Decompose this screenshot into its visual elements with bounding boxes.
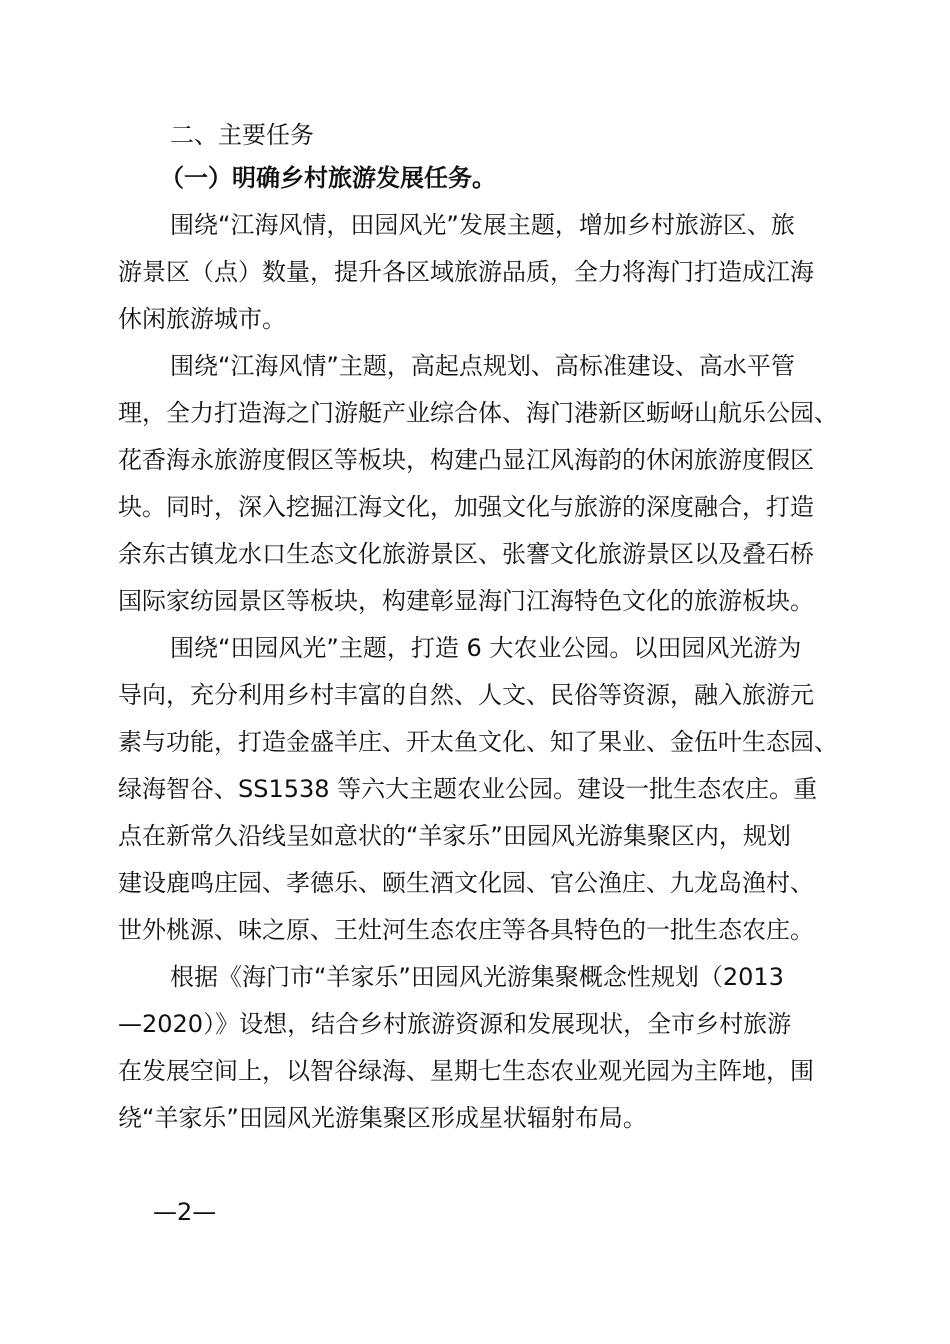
paragraph-line: 绿海智谷、SS1538 等六大主题农业公园。建设一批生态农庄。重 (118, 775, 818, 803)
paragraph-line: 导向，充分利用乡村丰富的自然、人文、民俗等资源，融入旅游元 (118, 681, 814, 709)
paragraph-line: 理，全力打造海之门游艇产业综合体、海门港新区蛎岈山航乐公园、 (118, 399, 838, 427)
paragraph-line: 块。同时，深入挖掘江海文化，加强文化与旅游的深度融合，打造 (118, 493, 814, 521)
paragraph-line: 在发展空间上，以智谷绿海、星期七生态农业观光园为主阵地，围 (118, 1057, 814, 1085)
subsection-heading: （一）明确乡村旅游发展任务。 (160, 164, 496, 192)
paragraph-line: 点在新常久沿线呈如意状的“羊家乐”田园风光游集聚区内，规划 (118, 822, 791, 850)
paragraph-line: 游景区（点）数量，提升各区域旅游品质，全力将海门打造成江海 (118, 258, 814, 286)
paragraph-line: 余东古镇龙水口生态文化旅游景区、张謇文化旅游景区以及叠石桥 (118, 540, 814, 568)
paragraph-line: 围绕“江海风情，田园风光”发展主题，增加乡村旅游区、旅 (170, 211, 795, 239)
paragraph-line: 国际家纺园景区等板块，构建彰显海门江海特色文化的旅游板块。 (118, 587, 814, 615)
paragraph-line: —2020）》设想，结合乡村旅游资源和发展现状，全市乡村旅游 (118, 1010, 792, 1038)
paragraph-line: 建设鹿鸣庄园、孝德乐、颐生酒文化园、官公渔庄、九龙岛渔村、 (118, 869, 814, 897)
page-number: —2— (153, 1198, 217, 1226)
section-heading: 二、主要任务 (170, 121, 314, 149)
paragraph-line: 根据《海门市“羊家乐”田园风光游集聚概念性规划（2013 (170, 963, 784, 991)
paragraph-line: 围绕“田园风光”主题，打造 6 大农业公园。以田园风光游为 (170, 634, 802, 662)
paragraph-line: 花香海永旅游度假区等板块，构建凸显江风海韵的休闲旅游度假区 (118, 446, 814, 474)
paragraph-line: 素与功能，打造金盛羊庄、开太鱼文化、知了果业、金伍叶生态园、 (118, 728, 838, 756)
paragraph-line: 世外桃源、味之原、王灶河生态农庄等各具特色的一批生态农庄。 (118, 916, 814, 944)
paragraph-line: 绕“羊家乐”田园风光游集聚区形成星状辐射布局。 (118, 1104, 647, 1132)
paragraph-line: 休闲旅游城市。 (118, 305, 286, 333)
paragraph-line: 围绕“江海风情”主题，高起点规划、高标准建设、高水平管 (170, 352, 795, 380)
